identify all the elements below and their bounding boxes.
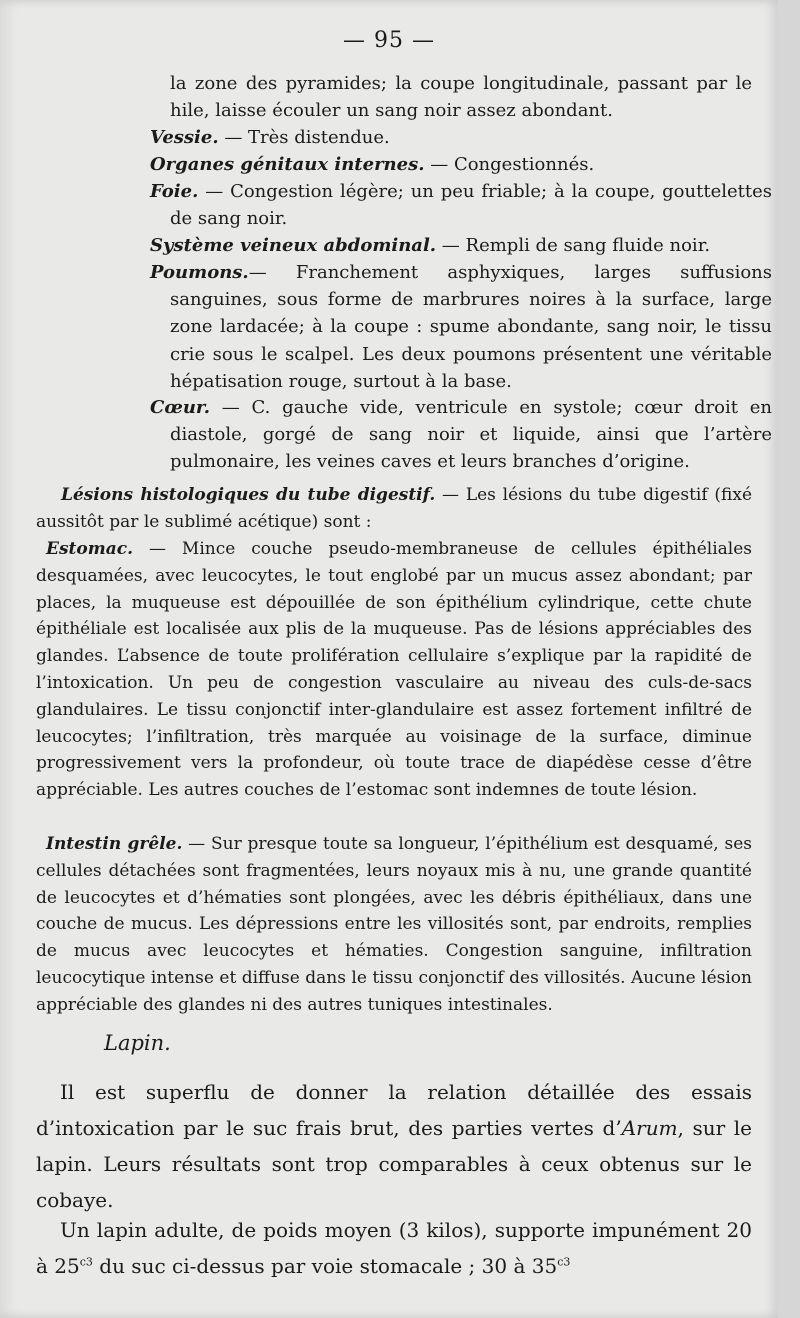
- histology-text: — Mince couche pseudo-membraneuse de cellules épithéliales desquamées, avec leucocytes, le tout englobé par un mucus assez abondant; par places, la muqueuse est dépouillée de son épithélium cylindrique, cette chute épithéliale est localisée aux plis de la muqueuse. Pas de lésions appréciables des glandes. L’absence de toute prolifération cellulaire s’explique par la rapidité de l’intoxication. Un peu de congestion vasculaire au niveau des culs-de-sacs glandulaires. Le tissu conjonctif inter-glandulaire est assez fortement infiltré de leucocytes; l’infiltration, très marquée au voisinage de la surface, diminue progressivement vers la profondeur, où toute trace de diapédèse cesse d’être appréciable. Les autres couches de l’estomac sont indemnes de toute lésion.: [36, 539, 752, 801]
- histology-text: — Sur presque toute sa longueur, l’épithélium est desquamé, ses cellules détachées sont fragmentées, leurs noyaux mis à nu, une grande quantité de leucocytes et d’hématies sont plongées, avec les débris épithéliaux, dans une couche de mucus. Les dépressions entre les villosités sont, par endroits, remplies de mucus avec leucocytes et hématies. Congestion sanguine, infiltration leucocytique intense et diffuse dans le tissu conjonctif des villosités. Aucune lésion appréciable des glandes ni des autres tuniques intestinales.: [36, 834, 752, 1015]
- organ-text: la zone des pyramides; la coupe longitudinale, passant par le hile, laisse écouler un sang noir assez abondant.: [170, 73, 752, 122]
- organ-foie: [150, 178, 772, 232]
- organ-text: — Rempli de sang fluide noir.: [436, 235, 711, 256]
- histology-text: — Les lésions du tube digestif (fixé aussitôt par le sublimé acétique) sont :: [36, 485, 753, 532]
- genus-name: Arum: [621, 1116, 678, 1140]
- organ-poumons: [150, 259, 772, 395]
- paragraph-lapin-adulte: [36, 1212, 752, 1284]
- histology-label: Estomac.: [46, 539, 133, 559]
- organ-kidney-continuation: [170, 70, 752, 124]
- organ-label: Poumons.: [150, 262, 249, 283]
- section-heading: Lapin.: [104, 1031, 171, 1055]
- organ-text: — Congestion légère; un peu friable; à la coupe, gouttelettes de sang noir.: [170, 181, 772, 230]
- paragraph-text: du suc ci-dessus par voie stomacale ; 30 à 35: [92, 1254, 558, 1278]
- organ-label: Système veineux abdominal.: [150, 235, 437, 256]
- unit-superscript: c3: [557, 1255, 571, 1269]
- organ-text: — Franchement asphyxiques, larges suffusions sanguines, sous forme de marbrures noires à la surface, large zone lardacée; à la coupe : spume abondante, sang noir, le tissu crie sous le scalpel. Les deux poumons présentent une véritable hépatisation rouge, surtout à la base.: [170, 262, 772, 392]
- organ-label: Vessie.: [150, 127, 219, 148]
- histology-intro: [36, 482, 752, 536]
- histology-estomac: [36, 536, 752, 804]
- paragraph-superflu: [36, 1074, 752, 1218]
- page-number: — 95 —: [343, 28, 435, 53]
- organ-label: Foie.: [150, 181, 199, 202]
- organ-label: Cœur.: [150, 397, 211, 418]
- organ-label: Organes génitaux internes.: [150, 154, 425, 175]
- paragraph-text: Il est superflu de donner la relation détaillée des essais d’intoxication par le suc frais brut, des parties vertes d’: [36, 1080, 752, 1140]
- organ-systeme-veineux: [150, 232, 752, 259]
- histology-label: Intestin grêle.: [46, 834, 183, 854]
- organ-text: — Très distendue.: [218, 127, 390, 148]
- unit-superscript: c3: [79, 1255, 93, 1269]
- histology-label: Lésions histologiques du tube digestif.: [61, 485, 436, 505]
- organ-vessie: [150, 124, 752, 151]
- organ-coeur: [150, 394, 772, 476]
- paragraph-text: Un lapin adulte, de poids moyen (3 kilos), supporte impunément 20 à 25: [36, 1218, 752, 1278]
- paragraph-text: , sur le lapin. Leurs résultats sont trop comparables à ceux obtenus sur le cobaye.: [36, 1116, 753, 1212]
- organ-text: — C. gauche vide, ventricule en systole; cœur droit en diastole, gorgé de sang noir et liquide, ainsi que l’artère pulmonaire, les veines caves et leurs branches d’origine.: [170, 397, 772, 473]
- organ-text: — Congestionnés.: [424, 154, 595, 175]
- organ-genitaux: [150, 151, 752, 178]
- histology-intestin: [36, 831, 752, 1019]
